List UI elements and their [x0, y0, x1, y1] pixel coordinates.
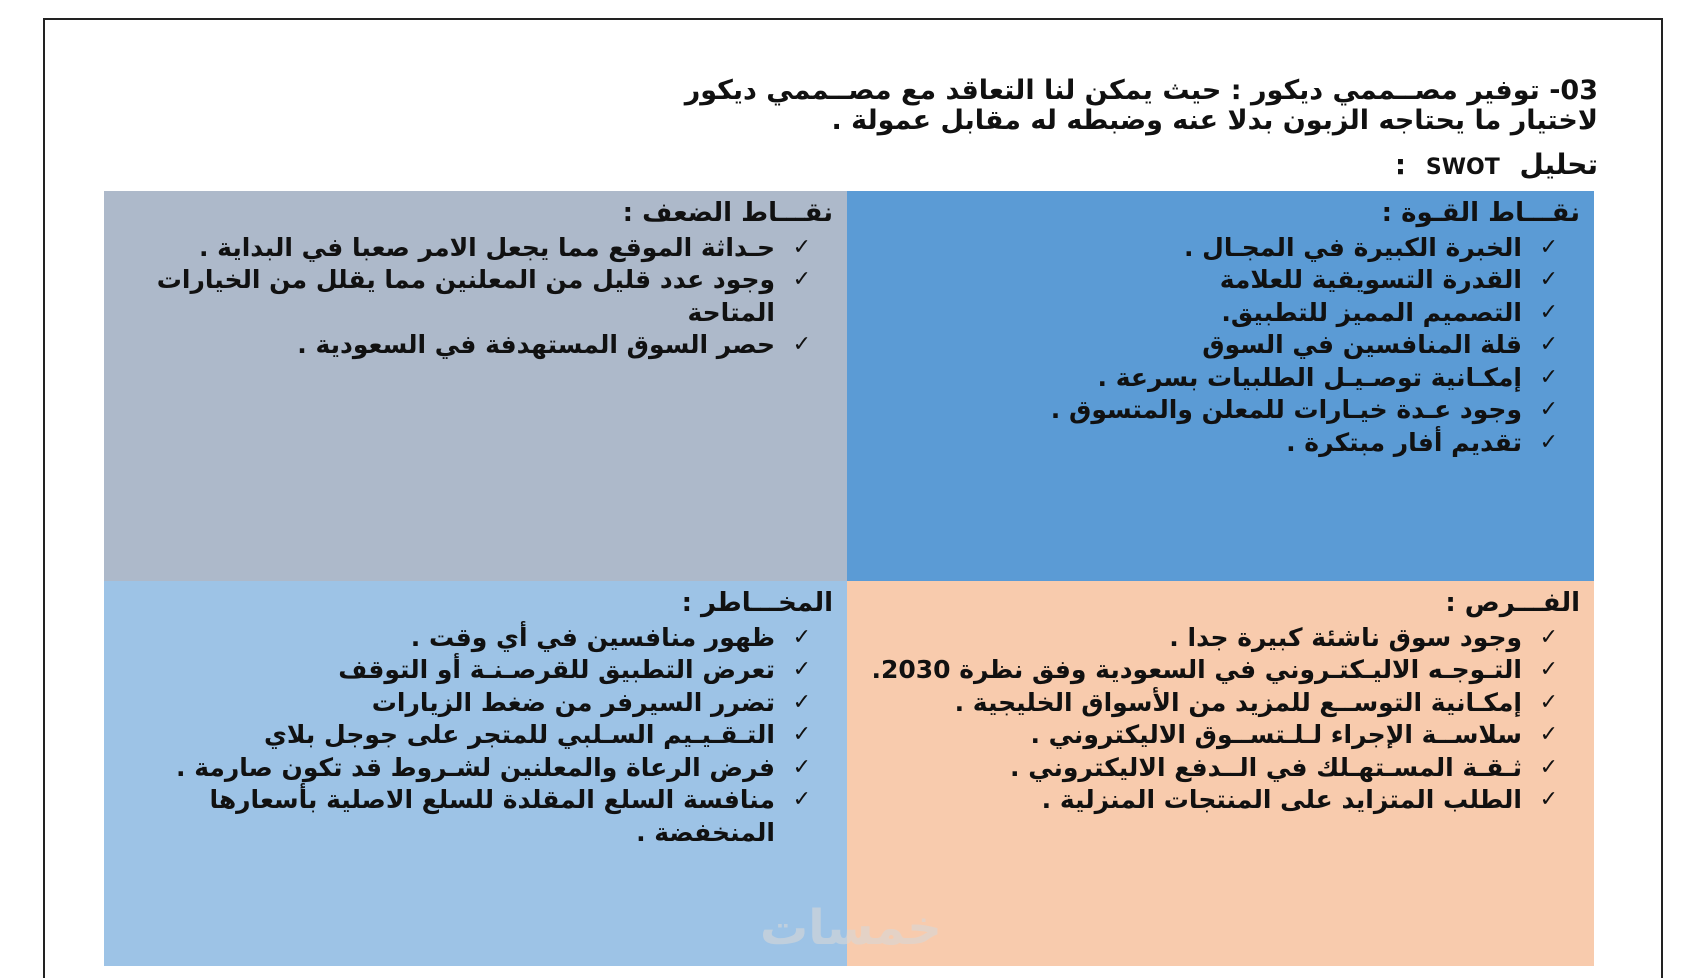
threats-heading: المخـــاطر :: [681, 588, 833, 618]
list-item: [847, 297, 1580, 330]
weaknesses-list: [133, 232, 833, 362]
list-item: [104, 752, 833, 785]
swot-heading-latin: SWOT: [1425, 155, 1500, 180]
checkmark-icon: ✓: [1539, 234, 1558, 260]
list-item: [104, 719, 833, 752]
list-item-text: حـداثة الموقع مما يجعل الامر صعبا في البداية .: [198, 232, 775, 262]
checkmark-icon: ✓: [792, 332, 811, 357]
list-item-text: فرض الرعاة والمعلنين لشـروط قد تكون صارمة .: [176, 752, 775, 782]
checkmark-icon: ✓: [1539, 657, 1558, 682]
list-item-text: تضرر السيرفر من ضغط الزيارات: [371, 687, 775, 717]
list-item-text: قلة المنافسين في السوق: [1202, 330, 1522, 359]
opportunities-heading: الفـــرص :: [1445, 588, 1580, 618]
checkmark-icon: ✓: [1539, 689, 1558, 715]
strengths-heading: نقـــاط القـوة :: [1381, 198, 1580, 228]
swot-heading-arabic: تحليل: [1519, 148, 1598, 181]
list-item: [847, 329, 1580, 362]
swot-heading-colon: :: [1394, 148, 1407, 181]
checkmark-icon: ✓: [792, 787, 811, 812]
watermark-logo: خمسات: [760, 900, 942, 956]
checkmark-icon: ✓: [792, 267, 811, 292]
checkmark-icon: ✓: [1539, 722, 1558, 747]
list-item: [847, 362, 1580, 395]
list-item-text: القدرة التسويقية للعلامة: [1219, 265, 1522, 294]
list-item: [847, 622, 1580, 655]
weaknesses-heading: نقـــاط الضعف :: [622, 198, 833, 228]
checkmark-icon: ✓: [792, 754, 811, 780]
checkmark-icon: ✓: [1539, 332, 1558, 357]
list-item-text: وجود عـدة خيـارات للمعلن والمتسوق .: [1050, 395, 1522, 424]
swot-heading: [1395, 148, 1598, 181]
list-item: [133, 329, 833, 362]
list-item-text: إمكـانية التوســع للمزيد من الأسواق الخليجية .: [954, 687, 1522, 717]
list-item: [104, 687, 833, 720]
list-item: [847, 232, 1580, 265]
list-item-text: الخبرة الكبيرة في المجـال .: [1183, 232, 1522, 262]
list-item-text: ظهور منافسين في أي وقت .: [410, 622, 775, 652]
checkmark-icon: ✓: [1539, 267, 1558, 292]
list-item-text: التـوجـه الاليـكتـروني في السعودية وفق نظرة 2030.: [871, 655, 1522, 684]
list-item: [847, 784, 1580, 817]
checkmark-icon: ✓: [792, 689, 811, 715]
list-item-text: التـقـيـيم السـلبي للمتجر على جوجل بلاي: [264, 720, 775, 749]
list-item: [847, 264, 1580, 297]
checkmark-icon: ✓: [1539, 299, 1558, 325]
intro-line-2: لاختيار ما يحتاجه الزبون بدلا عنه وضبطه له مقابل عمولة .: [831, 105, 1598, 136]
checkmark-icon: ✓: [792, 234, 811, 260]
opportunities-cell: [847, 581, 1594, 966]
list-item-text: تعرض التطبيق للقرصـنـة أو التوقف: [338, 655, 775, 684]
list-item: [133, 264, 833, 329]
list-item-text: تقديم أفار مبتكرة .: [1286, 427, 1522, 457]
checkmark-icon: ✓: [1539, 787, 1558, 812]
threats-list: [104, 622, 833, 850]
swot-grid: [104, 191, 1594, 966]
opportunities-list: [847, 622, 1580, 817]
intro-paragraph: [78, 76, 1598, 136]
checkmark-icon: ✓: [792, 624, 811, 650]
intro-line-1: 03- توفير مصــممي ديكور : حيث يمكن لنا التعاقد مع مصــممي ديكور: [684, 75, 1598, 106]
list-item-text: الطلب المتزايد على المنتجات المنزلية .: [1041, 785, 1522, 814]
list-item: [104, 784, 833, 849]
checkmark-icon: ✓: [1539, 754, 1558, 780]
checkmark-icon: ✓: [1539, 624, 1558, 650]
list-item: [104, 654, 833, 687]
list-item-text: إمكـانية توصـيـل الطلبيات بسرعة .: [1097, 362, 1522, 392]
list-item: [847, 687, 1580, 720]
checkmark-icon: ✓: [1539, 397, 1558, 422]
list-item: [847, 752, 1580, 785]
list-item-text: وجود سوق ناشئة كبيرة جدا .: [1169, 622, 1522, 652]
list-item-text: حصر السوق المستهدفة في السعودية .: [297, 330, 775, 359]
list-item: [847, 394, 1580, 427]
list-item-text: منافسة السلع المقلدة للسلع الاصلية بأسعارها المنخفضة .: [209, 785, 775, 847]
list-item-text: سلاســة الإجراء لـلـتســوق الاليكتروني .: [1030, 720, 1522, 749]
threats-cell: [104, 581, 847, 966]
list-item: [847, 719, 1580, 752]
list-item: [847, 654, 1580, 687]
checkmark-icon: ✓: [792, 722, 811, 747]
list-item-text: ثـقـة المسـتهـلك في الــدفع الاليكتروني .: [1010, 752, 1522, 782]
list-item-text: وجود عدد قليل من المعلنين مما يقلل من الخيارات المتاحة: [156, 265, 775, 327]
list-item-text: التصميم المميز للتطبيق.: [1221, 297, 1522, 327]
list-item: [847, 427, 1580, 460]
strengths-cell: [847, 191, 1594, 581]
strengths-list: [847, 232, 1580, 460]
list-item: [133, 232, 833, 265]
weaknesses-cell: [104, 191, 847, 581]
list-item: [104, 622, 833, 655]
checkmark-icon: ✓: [792, 657, 811, 682]
checkmark-icon: ✓: [1539, 364, 1558, 390]
checkmark-icon: ✓: [1539, 429, 1558, 455]
